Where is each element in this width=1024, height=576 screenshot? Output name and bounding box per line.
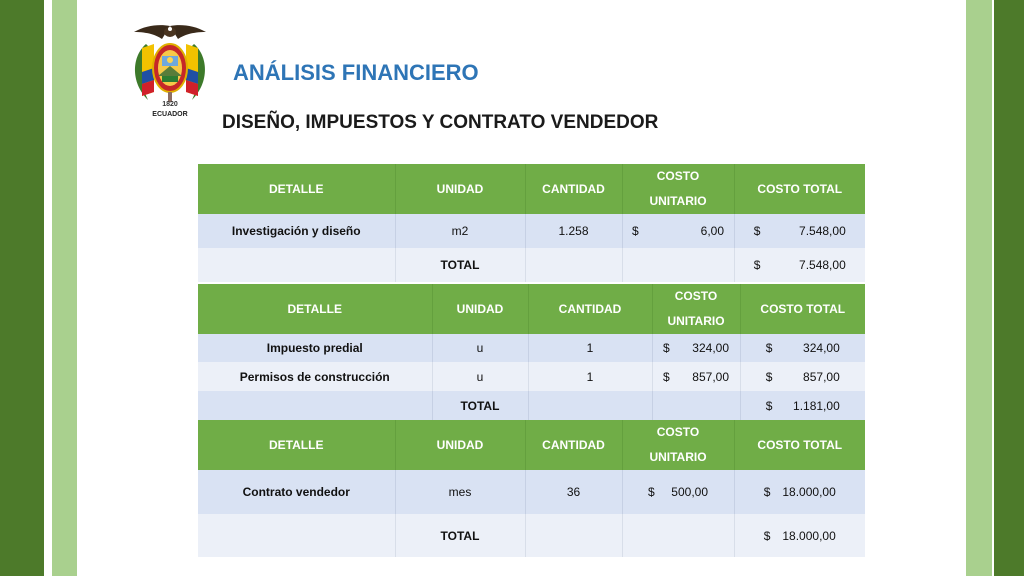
financial-table-2 xyxy=(198,284,865,420)
col-header-cantidad: CANTIDAD xyxy=(528,284,652,334)
total-row xyxy=(198,514,865,557)
total-value: $ 1.181,00 xyxy=(740,391,865,420)
financial-table-3 xyxy=(198,420,865,557)
total-label: TOTAL xyxy=(395,248,525,282)
page-subtitle: DISEÑO, IMPUESTOS Y CONTRATO VENDEDOR xyxy=(222,112,659,133)
cell-detalle: Contrato vendedor xyxy=(198,470,395,514)
cell-costo-unitario: $ 857,00 xyxy=(652,362,740,391)
cell-costo-unitario: $ 6,00 xyxy=(622,214,734,248)
table-row xyxy=(198,362,865,391)
table-header-row xyxy=(198,164,865,214)
cell-detalle: Investigación y diseño xyxy=(198,214,395,248)
table-header-row xyxy=(198,284,865,334)
cell-unidad: m2 xyxy=(395,214,525,248)
table-row xyxy=(198,334,865,362)
table-header-row xyxy=(198,420,865,470)
col-header-unidad: UNIDAD xyxy=(395,420,525,470)
page-title: ANÁLISIS FINANCIERO xyxy=(233,60,479,85)
cell-detalle: Permisos de construcción xyxy=(198,362,432,391)
col-header-costo-total: COSTO TOTAL xyxy=(734,164,865,214)
total-row xyxy=(198,391,865,420)
col-header-cantidad: CANTIDAD xyxy=(525,420,622,470)
total-label: TOTAL xyxy=(432,391,528,420)
col-header-cantidad: CANTIDAD xyxy=(525,164,622,214)
total-label: TOTAL xyxy=(395,514,525,557)
cell-cantidad: 1 xyxy=(528,362,652,391)
cell-cantidad: 1.258 xyxy=(525,214,622,248)
left-dark-bar xyxy=(0,0,44,576)
cell-costo-total: $ 18.000,00 xyxy=(734,470,865,514)
col-header-costo-total: COSTO TOTAL xyxy=(734,420,865,470)
right-light-bar xyxy=(966,0,992,576)
col-header-costo-unitario: COSTO UNITARIO xyxy=(622,420,734,470)
cell-costo-total: $ 857,00 xyxy=(740,362,865,391)
total-row xyxy=(198,248,865,282)
col-header-unidad: UNIDAD xyxy=(432,284,528,334)
left-light-bar xyxy=(52,0,77,576)
table-row xyxy=(198,470,865,514)
cell-costo-unitario: $ 500,00 xyxy=(622,470,734,514)
total-value: $ 7.548,00 xyxy=(734,248,865,282)
col-header-costo-unitario: COSTO UNITARIO xyxy=(652,284,740,334)
emblem-year: 1820 xyxy=(162,101,178,108)
col-header-detalle: DETALLE xyxy=(198,284,432,334)
cell-cantidad: 1 xyxy=(528,334,652,362)
total-value: $ 18.000,00 xyxy=(734,514,865,557)
col-header-detalle: DETALLE xyxy=(198,420,395,470)
ecuador-coat-of-arms xyxy=(124,22,216,120)
col-header-costo-total: COSTO TOTAL xyxy=(740,284,865,334)
cell-unidad: mes xyxy=(395,470,525,514)
right-dark-bar xyxy=(994,0,1024,576)
financial-table-1 xyxy=(198,164,865,282)
cell-cantidad: 36 xyxy=(525,470,622,514)
emblem-country: ECUADOR xyxy=(152,111,188,118)
col-header-costo-unitario: COSTO UNITARIO xyxy=(622,164,734,214)
col-header-unidad: UNIDAD xyxy=(395,164,525,214)
cell-costo-total: $ 324,00 xyxy=(740,334,865,362)
cell-costo-unitario: $ 324,00 xyxy=(652,334,740,362)
col-header-detalle: DETALLE xyxy=(198,164,395,214)
cell-unidad: u xyxy=(432,362,528,391)
table-row xyxy=(198,214,865,248)
cell-costo-total: $ 7.548,00 xyxy=(734,214,865,248)
cell-unidad: u xyxy=(432,334,528,362)
cell-detalle: Impuesto predial xyxy=(198,334,432,362)
